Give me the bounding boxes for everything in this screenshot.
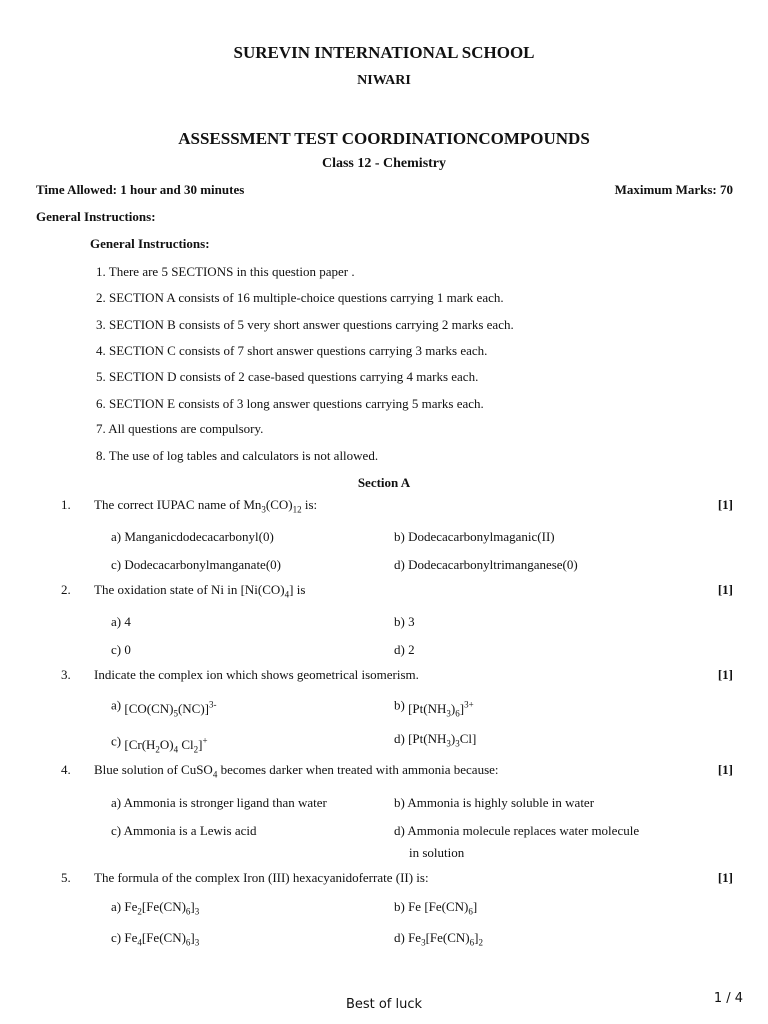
section-a-title: Section A [357,475,411,490]
instruction-item: 8. The use of log tables and calculators is not allowed. [96,448,379,463]
option-b: b) Dodecacarbonylmaganic(II) [394,529,555,544]
maximum-marks: Maximum Marks: 70 [614,182,733,197]
option-a: a) $Fe_2[Fe(CN)_6]_3$ [111,899,200,917]
school-name: SUREVIN INTERNATIONAL SCHOOL [233,43,535,62]
option-c: c) [$Cr(H_2O)_4$ $Cl_2]^+$ [111,733,208,755]
instruction-item: 1. There are 5 SECTIONS in this question paper . [96,264,355,279]
option-a: a) Manganicdodecacarbonyl(0) [111,529,274,544]
option-b: b) $[Pt(NH_3)_6]^{3+}$ [394,697,474,719]
question-2-text: The oxidation state of Ni in $[Ni(CO)_4]$ is [94,582,306,600]
option-a: a) $[CO(CN)_5(NC)]^{3-}$ [111,697,217,719]
option-a: a) 4 [111,614,131,629]
instruction-item: 2. SECTION A consists of 16 multiple-choice questions carrying 1 mark each. [96,290,504,305]
option-c: c) Dodecacarbonylmanganate(0) [111,557,281,572]
question-number: 1. [61,497,71,512]
question-number: 5. [61,870,71,885]
instruction-item: 5. SECTION D consists of 2 case-based questions carrying 4 marks each. [96,369,479,384]
option-a: a) Ammonia is stronger ligand than water [111,795,327,810]
option-d: d) $[Pt(NH_3)_3Cl]$ [394,731,477,749]
option-c: c) 0 [111,642,131,657]
instruction-item: 3. SECTION B consists of 5 very short answer questions carrying 2 marks each. [96,317,514,332]
option-d: d) Ammonia molecule replaces water molecule [394,823,640,838]
question-1-text: The correct IUPAC name of $Mn_3(CO)_{12}$ is: [94,497,318,515]
question-3-text: Indicate the complex ion which shows geometrical isomerism. [94,667,419,682]
question-marks: [1] [717,762,733,777]
question-marks: [1] [717,497,733,512]
question-number: 2. [61,582,71,597]
question-number: 3. [61,667,71,682]
option-c: c) $Fe_4[Fe(CN)_6]_3$ [111,930,200,948]
instruction-item: 6. SECTION E consists of 3 long answer questions carrying 5 marks each. [96,396,484,411]
test-title: ASSESSMENT TEST COORDINATIONCOMPOUNDS [178,129,590,148]
question-marks: [1] [717,582,733,597]
question-number: 4. [61,762,71,777]
option-d: d) 2 [394,642,415,657]
instructions-heading: General Instructions: [36,209,156,224]
option-d-continuation: in solution [409,845,465,860]
page-number: 1 / 4 [713,991,743,1006]
instruction-item: 4. SECTION C consists of 7 short answer questions carrying 3 marks each. [96,343,488,358]
option-b: b) 3 [394,614,415,629]
question-5-text: The formula of the complex Iron (III) hexacyanidoferrate (II) is: [94,870,429,885]
option-b: b) Ammonia is highly soluble in water [394,795,595,810]
option-d: d) Dodecacarbonyltrimanganese(0) [394,557,578,572]
question-marks: [1] [717,870,733,885]
test-subtitle: Class 12 - Chemistry [321,156,447,171]
question-marks: [1] [717,667,733,682]
option-b: b) Fe $[Fe(CN)_6]$ [394,899,478,917]
time-allowed: Time Allowed: 1 hour and 30 minutes [36,182,245,197]
option-d: d) $Fe_3[Fe(CN)_6]_2$ [394,930,483,948]
footer-message: Best of luck [345,997,423,1012]
question-4-text: Blue solution of CuSO$_4$ becomes darker when treated with ammonia because: [94,762,499,780]
option-c: c) Ammonia is a Lewis acid [111,823,257,838]
instructions-subheading: General Instructions: [90,236,210,251]
instruction-item: 7. All questions are compulsory. [96,421,264,436]
school-city: NIWARI [357,73,411,88]
